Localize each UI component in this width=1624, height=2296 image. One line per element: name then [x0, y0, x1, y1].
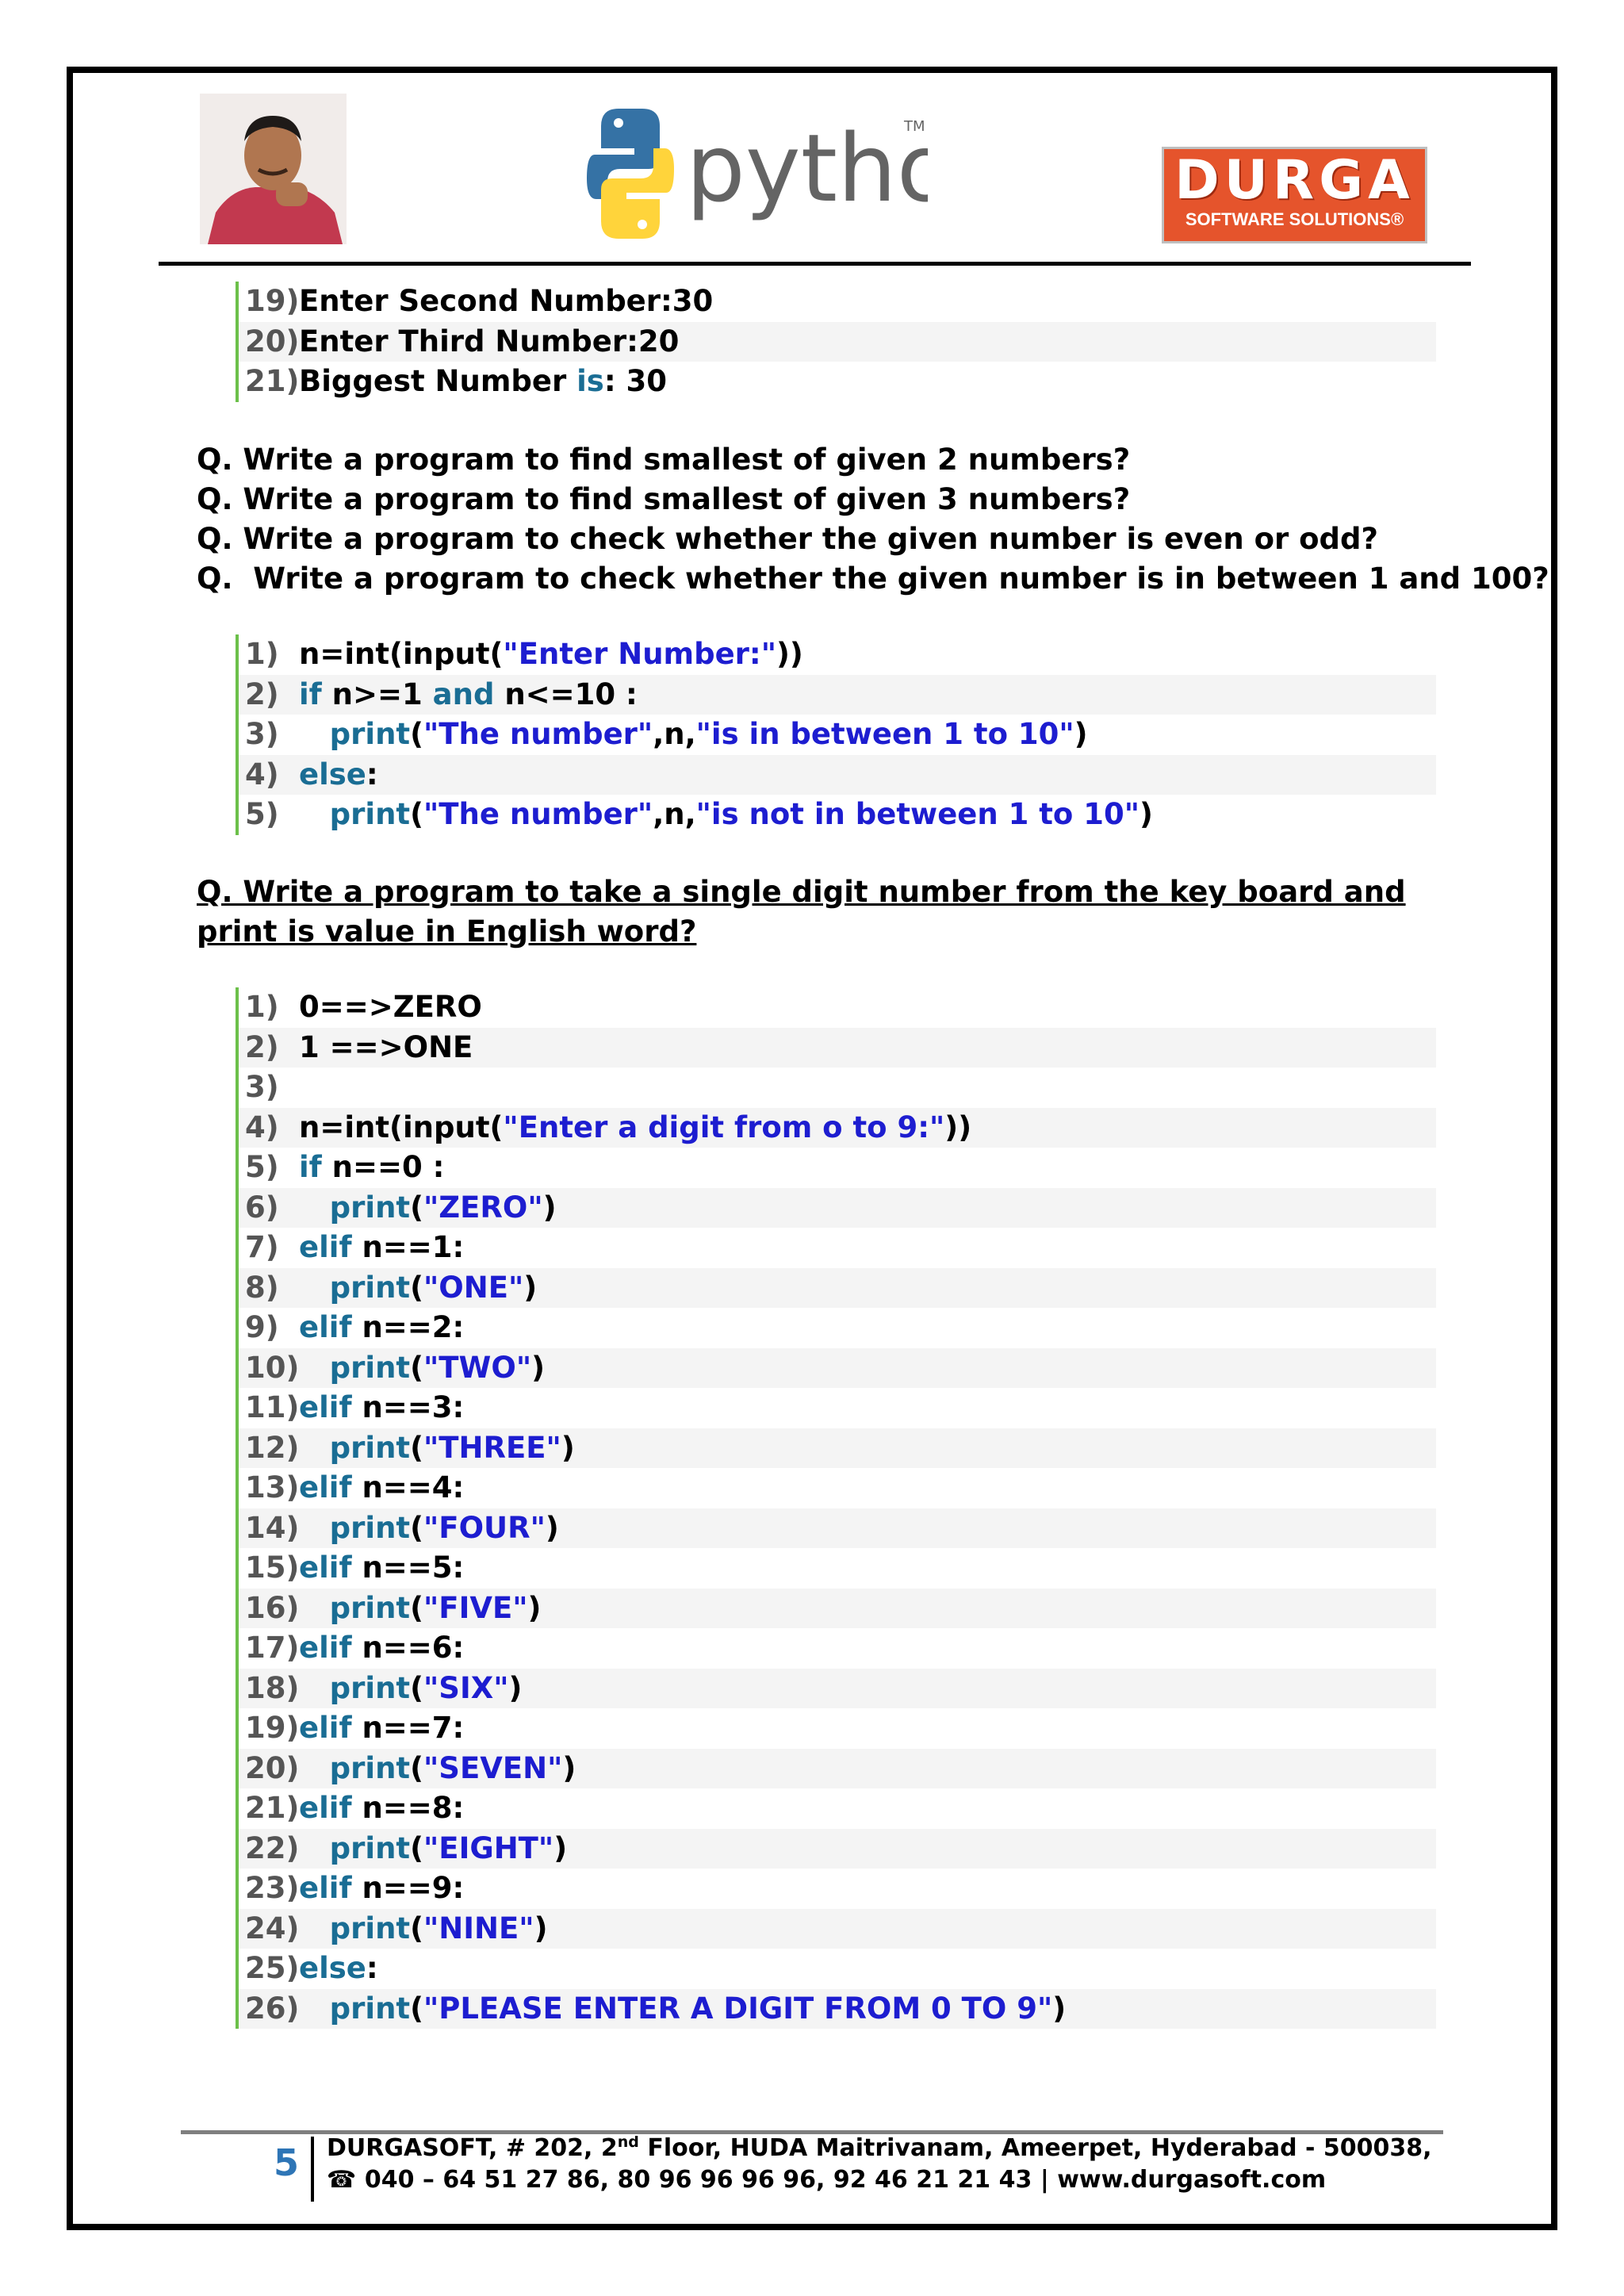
code-token: [299, 1671, 330, 1705]
code-token: elif: [299, 1791, 352, 1825]
line-number: 21): [245, 1791, 300, 1825]
code-token: 0==>ZERO: [299, 990, 482, 1024]
python-logo-text: pytho: [686, 113, 928, 223]
code-token: print: [329, 1830, 411, 1865]
code-token: (: [410, 1350, 424, 1385]
code-line: [239, 362, 1436, 402]
code-token: [299, 717, 330, 751]
code-token: ,n,: [653, 797, 696, 831]
code-token: elif: [299, 1310, 352, 1344]
code-token: "NINE": [423, 1911, 534, 1945]
code-line: [239, 1548, 1436, 1589]
code-token: [299, 1351, 330, 1385]
code-line: [239, 1388, 1436, 1428]
line-number: 3): [245, 717, 279, 751]
code-token: :: [366, 757, 378, 792]
code-line: [239, 755, 1436, 795]
code-token: "is in between 1 to 10": [695, 717, 1074, 751]
question-range-check: Q. Write a program to check whether the given number is in between 1 and 100?: [197, 562, 1549, 596]
code-line: [239, 634, 1436, 675]
code-token: else: [299, 757, 366, 792]
code-token: ): [508, 1670, 523, 1705]
code-token: print: [329, 1991, 411, 2026]
code-token: [299, 797, 330, 831]
code-token: [299, 1911, 330, 1945]
code-token: ): [545, 1510, 559, 1545]
code-token: 1 ==>ONE: [299, 1029, 473, 1064]
code-token: n==5:: [351, 1550, 465, 1585]
code-line: [239, 1949, 1436, 1989]
code-line: [239, 282, 1436, 322]
code-token: ): [527, 1590, 542, 1625]
line-number: 21): [245, 364, 300, 398]
code-token: print: [329, 717, 411, 751]
line-number: 20): [245, 1750, 300, 1785]
footer-address: [327, 2133, 1432, 2162]
code-line: [239, 1308, 1436, 1348]
code-token: ,n,: [653, 717, 696, 751]
code-token: "SEVEN": [423, 1750, 563, 1785]
line-number: 13): [245, 1470, 300, 1504]
code-line: [239, 1829, 1436, 1869]
code-token: elif: [299, 1470, 352, 1504]
code-token: print: [329, 1911, 411, 1945]
line-number: 9): [245, 1310, 279, 1344]
line-number: 10): [245, 1350, 300, 1385]
question-even-odd: Q. Write a program to check whether the given number is even or odd?: [197, 522, 1378, 556]
code-line: [239, 1508, 1436, 1549]
code-token: n==7:: [351, 1711, 465, 1745]
code-line: [239, 1628, 1436, 1669]
code-token: "Enter Number:": [503, 637, 776, 671]
code-token: (: [410, 1991, 424, 2026]
code-line: [239, 1068, 1436, 1108]
line-number: 2): [245, 677, 279, 711]
line-number: 1): [245, 990, 279, 1024]
code-token: [299, 1190, 330, 1225]
code-token: (: [410, 1430, 424, 1465]
code-line: [239, 795, 1436, 835]
footer-address-post: Floor, HUDA Maitrivanam, Ameerpet, Hyderabad - 500038,: [638, 2134, 1432, 2162]
code-line: [239, 1428, 1436, 1469]
code-token: ): [534, 1911, 548, 1945]
code-line: [239, 1749, 1436, 1789]
code-token: n==1:: [351, 1230, 465, 1264]
code-token: elif: [299, 1631, 352, 1665]
line-number: 19): [245, 284, 300, 318]
code-token: n=int(input(: [299, 1110, 504, 1144]
code-line: [239, 322, 1436, 362]
code-token: print: [329, 1350, 411, 1385]
code-token: n<=10 :: [494, 677, 638, 711]
range-check-code-block: [236, 634, 1436, 835]
question-smallest-two: Q. Write a program to find smallest of given 2 numbers?: [197, 443, 1131, 477]
code-token: :: [366, 1951, 378, 1985]
code-line: [239, 1188, 1436, 1228]
code-line: [239, 1468, 1436, 1508]
code-token: ): [523, 1270, 538, 1305]
code-token: [299, 1751, 330, 1785]
line-number: 25): [245, 1951, 300, 1985]
code-token: [299, 1991, 330, 2026]
code-token: )): [944, 1110, 972, 1144]
code-line: [239, 1108, 1436, 1148]
line-number: 5): [245, 797, 279, 831]
code-line: [239, 1148, 1436, 1188]
code-token: n==2:: [351, 1310, 465, 1344]
durga-logo-sub-text: SOFTWARE SOLUTIONS: [1185, 209, 1391, 229]
code-token: "FOUR": [423, 1510, 546, 1545]
code-token: print: [329, 1190, 411, 1225]
code-token: ): [562, 1750, 576, 1785]
line-number: 24): [245, 1911, 300, 1945]
line-number: 6): [245, 1190, 279, 1225]
code-token: n==6:: [351, 1631, 465, 1665]
code-token: print: [329, 1590, 411, 1625]
line-number: 26): [245, 1991, 300, 2026]
code-token: n=int(input(: [299, 637, 504, 671]
code-token: (: [410, 1590, 424, 1625]
code-token: elif: [299, 1230, 352, 1264]
code-token: ): [561, 1430, 575, 1465]
footer-vertical-rule: [311, 2137, 314, 2202]
line-number: 19): [245, 1711, 300, 1745]
code-token: else: [299, 1951, 366, 1985]
code-token: "is not in between 1 to 10": [695, 797, 1139, 831]
code-token: ): [1074, 717, 1088, 751]
code-token: (: [410, 1190, 424, 1225]
line-number: 11): [245, 1390, 300, 1424]
line-number: 23): [245, 1871, 300, 1905]
code-token: n==3:: [351, 1390, 465, 1424]
code-token: "SIX": [423, 1670, 509, 1705]
code-token: "THREE": [423, 1430, 561, 1465]
code-token: )): [776, 637, 803, 671]
code-line: [239, 1228, 1436, 1268]
code-token: ): [531, 1350, 546, 1385]
durga-logo-word: DURGA: [1174, 149, 1415, 212]
durga-logo-sub: [1164, 209, 1425, 230]
python-logo: [587, 99, 928, 242]
code-line: [239, 1788, 1436, 1829]
code-line: [239, 1268, 1436, 1309]
header-divider: [159, 262, 1471, 266]
code-token: [299, 1831, 330, 1865]
code-token: "TWO": [423, 1350, 532, 1385]
code-line: [239, 675, 1436, 715]
code-token: ): [1139, 797, 1153, 831]
code-token: print: [329, 1510, 411, 1545]
line-number: 20): [245, 324, 300, 358]
code-line: [239, 1669, 1436, 1709]
code-token: ): [553, 1830, 568, 1865]
code-line: [239, 987, 1436, 1028]
registered-mark: ®: [1390, 209, 1404, 229]
code-line: [239, 1708, 1436, 1749]
durga-logo: [1162, 147, 1427, 243]
code-token: print: [329, 1430, 411, 1465]
digit-to-word-code-block: [236, 987, 1436, 2029]
code-token: is: [576, 364, 604, 398]
line-number: 17): [245, 1631, 300, 1665]
code-token: and: [432, 677, 495, 711]
code-token: (: [410, 717, 424, 751]
code-token: Enter Third Number:20: [299, 324, 680, 358]
question-smallest-three: Q. Write a program to find smallest of given 3 numbers?: [197, 482, 1131, 516]
author-photo-illustration: [200, 94, 347, 244]
footer-contact: [327, 2166, 1326, 2194]
line-number: 12): [245, 1430, 300, 1465]
line-number: 16): [245, 1590, 300, 1625]
author-photo: [200, 94, 347, 244]
code-line: [239, 1589, 1436, 1629]
line-number: 1): [245, 637, 279, 671]
line-number: 8): [245, 1270, 279, 1305]
code-token: n==0 :: [321, 1150, 445, 1184]
code-token: elif: [299, 1871, 352, 1905]
code-token: Enter Second Number:30: [299, 284, 714, 318]
line-number: 7): [245, 1230, 279, 1264]
code-token: ): [1052, 1991, 1067, 2026]
code-token: "FIVE": [423, 1590, 528, 1625]
code-token: n==4:: [351, 1470, 465, 1504]
line-number: 22): [245, 1830, 300, 1865]
footer-address-sup: nd: [617, 2133, 639, 2151]
code-token: n>=1: [321, 677, 433, 711]
code-token: (: [410, 1830, 424, 1865]
code-token: "The number": [423, 717, 653, 751]
code-token: "ONE": [423, 1270, 524, 1305]
code-line: [239, 1869, 1436, 1909]
code-token: print: [329, 1750, 411, 1785]
program-output-block: [236, 282, 1436, 402]
code-token: (: [410, 1911, 424, 1945]
code-token: elif: [299, 1390, 352, 1424]
code-token: ): [542, 1190, 557, 1225]
code-token: "Enter a digit from o to 9:": [503, 1110, 945, 1144]
line-number: 3): [245, 1070, 279, 1104]
line-number: 5): [245, 1150, 279, 1184]
code-line: [239, 1028, 1436, 1068]
footer-address-pre: DURGASOFT, # 202, 2: [327, 2134, 618, 2162]
code-token: elif: [299, 1711, 352, 1745]
line-number: 2): [245, 1029, 279, 1064]
code-token: (: [410, 1670, 424, 1705]
code-token: "PLEASE ENTER A DIGIT FROM 0 TO 9": [423, 1991, 1053, 2026]
code-token: "The number": [423, 797, 653, 831]
code-line: [239, 1909, 1436, 1949]
code-token: "EIGHT": [423, 1830, 554, 1865]
code-token: if: [299, 677, 322, 711]
code-token: n==8:: [351, 1791, 465, 1825]
footer-contact-text: 040 – 64 51 27 86, 80 96 96 96 96, 92 46 21 21 43 | www.durgasoft.com: [356, 2166, 1327, 2194]
code-token: (: [410, 1510, 424, 1545]
code-token: (: [410, 797, 424, 831]
code-token: n==9:: [351, 1871, 465, 1905]
code-token: : 30: [603, 364, 667, 398]
code-line: [239, 715, 1436, 755]
code-token: elif: [299, 1550, 352, 1585]
code-token: [299, 1591, 330, 1625]
code-token: if: [299, 1150, 322, 1184]
code-token: print: [329, 1270, 411, 1305]
code-token: (: [410, 1750, 424, 1785]
code-token: print: [329, 1670, 411, 1705]
code-line: [239, 1348, 1436, 1389]
python-logo-graphic: [587, 99, 928, 242]
code-token: print: [329, 797, 411, 831]
code-token: (: [410, 1270, 424, 1305]
code-token: [299, 1511, 330, 1545]
code-token: [299, 1431, 330, 1465]
line-number: 4): [245, 757, 279, 792]
code-token: Biggest Number: [299, 364, 577, 398]
code-token: [299, 1271, 330, 1305]
phone-icon: ☎: [327, 2166, 357, 2194]
line-number: 14): [245, 1510, 300, 1545]
line-number: 4): [245, 1110, 279, 1144]
line-number: 18): [245, 1670, 300, 1705]
python-tm-mark: TM: [904, 118, 925, 135]
page-number: 5: [274, 2141, 300, 2184]
question-digit-to-word: Q. Write a program to take a single digit number from the key board and print is value in English word?: [197, 875, 1406, 949]
code-line: [239, 1989, 1436, 2030]
code-token: "ZERO": [423, 1190, 543, 1225]
line-number: 15): [245, 1550, 300, 1585]
